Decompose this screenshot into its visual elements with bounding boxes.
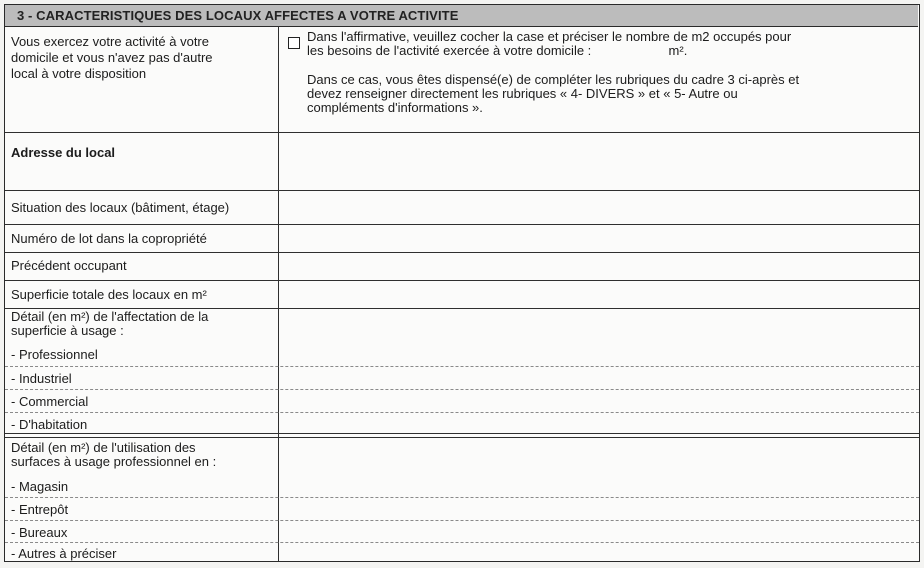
- section-3-form: [4, 4, 920, 562]
- utilisation-item: - Entrepôt: [11, 502, 69, 517]
- utilisation-item: - Magasin: [11, 479, 69, 494]
- utilisation-autres-input[interactable]: [281, 544, 919, 560]
- utilisation-entrepot-input[interactable]: [281, 499, 919, 517]
- lot-label: Numéro de lot dans la copropriété: [11, 231, 207, 246]
- row-separator: [5, 190, 919, 191]
- domicile-checkbox[interactable]: [288, 37, 300, 49]
- note-line: devez renseigner directement les rubriques « 4- DIVERS » et « 5- Autre ou: [307, 86, 738, 101]
- row-separator: [5, 132, 919, 133]
- affectation-industriel-input[interactable]: [281, 368, 919, 386]
- affectation-habitation-input[interactable]: [281, 414, 919, 432]
- situation-input[interactable]: [281, 192, 919, 222]
- note-line: Dans ce cas, vous êtes dispensé(e) de compléter les rubriques du cadre 3 ci-après et: [307, 72, 800, 87]
- utilisation-item: - Autres à préciser: [11, 546, 117, 561]
- affectation-item: - D'habitation: [11, 417, 88, 432]
- affectation-item: - Industriel: [11, 371, 72, 386]
- domicile-label-line: local à votre disposition: [11, 66, 147, 81]
- domicile-label-line: domicile et vous n'avez pas d'autre: [11, 50, 213, 65]
- affectation-header-line: Détail (en m²) de l'affectation de la: [11, 309, 209, 324]
- occupant-input[interactable]: [281, 254, 919, 278]
- domicile-label: [11, 35, 273, 81]
- situation-label: Situation des locaux (bâtiment, étage): [11, 200, 230, 215]
- row-separator: [5, 437, 919, 438]
- affectation-header-line: superficie à usage :: [11, 323, 124, 338]
- superficie-input[interactable]: [281, 282, 919, 306]
- affectation-item: - Commercial: [11, 394, 89, 409]
- utilisation-header: [11, 441, 273, 469]
- utilisation-bureaux-input[interactable]: [281, 522, 919, 540]
- row-separator: [5, 252, 919, 253]
- dotted-separator: [5, 542, 919, 543]
- dotted-separator: [5, 366, 919, 367]
- utilisation-header-line: surfaces à usage professionnel en :: [11, 454, 217, 469]
- m2-unit: m².: [668, 43, 688, 58]
- utilisation-item: - Bureaux: [11, 525, 68, 540]
- row-separator: [5, 433, 919, 434]
- row-separator: [5, 280, 919, 281]
- superficie-label: Superficie totale des locaux en m²: [11, 287, 207, 302]
- affectation-item: - Professionnel: [11, 347, 98, 362]
- utilisation-magasin-input[interactable]: [281, 477, 919, 495]
- dotted-separator: [5, 497, 919, 498]
- affectation-commercial-input[interactable]: [281, 391, 919, 409]
- affectation-professionnel-input[interactable]: [281, 345, 919, 363]
- instruction-line: Dans l'affirmative, veuillez cocher la case et préciser le nombre de m2 occupés pour: [307, 29, 792, 44]
- row-separator: [5, 224, 919, 225]
- dotted-separator: [5, 389, 919, 390]
- adresse-label: Adresse du local: [11, 145, 116, 160]
- instruction-line: les besoins de l'activité exercée à votre domicile :: [307, 43, 592, 58]
- lot-input[interactable]: [281, 226, 919, 250]
- note-line: compléments d'informations ».: [307, 100, 483, 115]
- domicile-note: [307, 73, 917, 115]
- column-divider: [278, 26, 279, 561]
- affectation-header: [11, 310, 273, 338]
- utilisation-header-line: Détail (en m²) de l'utilisation des: [11, 440, 196, 455]
- section-title: 3 - CARACTERISTIQUES DES LOCAUX AFFECTES A VOTRE ACTIVITE: [5, 5, 918, 27]
- adresse-input[interactable]: [281, 134, 919, 188]
- domicile-instruction: [307, 30, 917, 58]
- dotted-separator: [5, 412, 919, 413]
- domicile-label-line: Vous exercez votre activité à votre: [11, 34, 209, 49]
- dotted-separator: [5, 520, 919, 521]
- occupant-label: Précédent occupant: [11, 258, 127, 273]
